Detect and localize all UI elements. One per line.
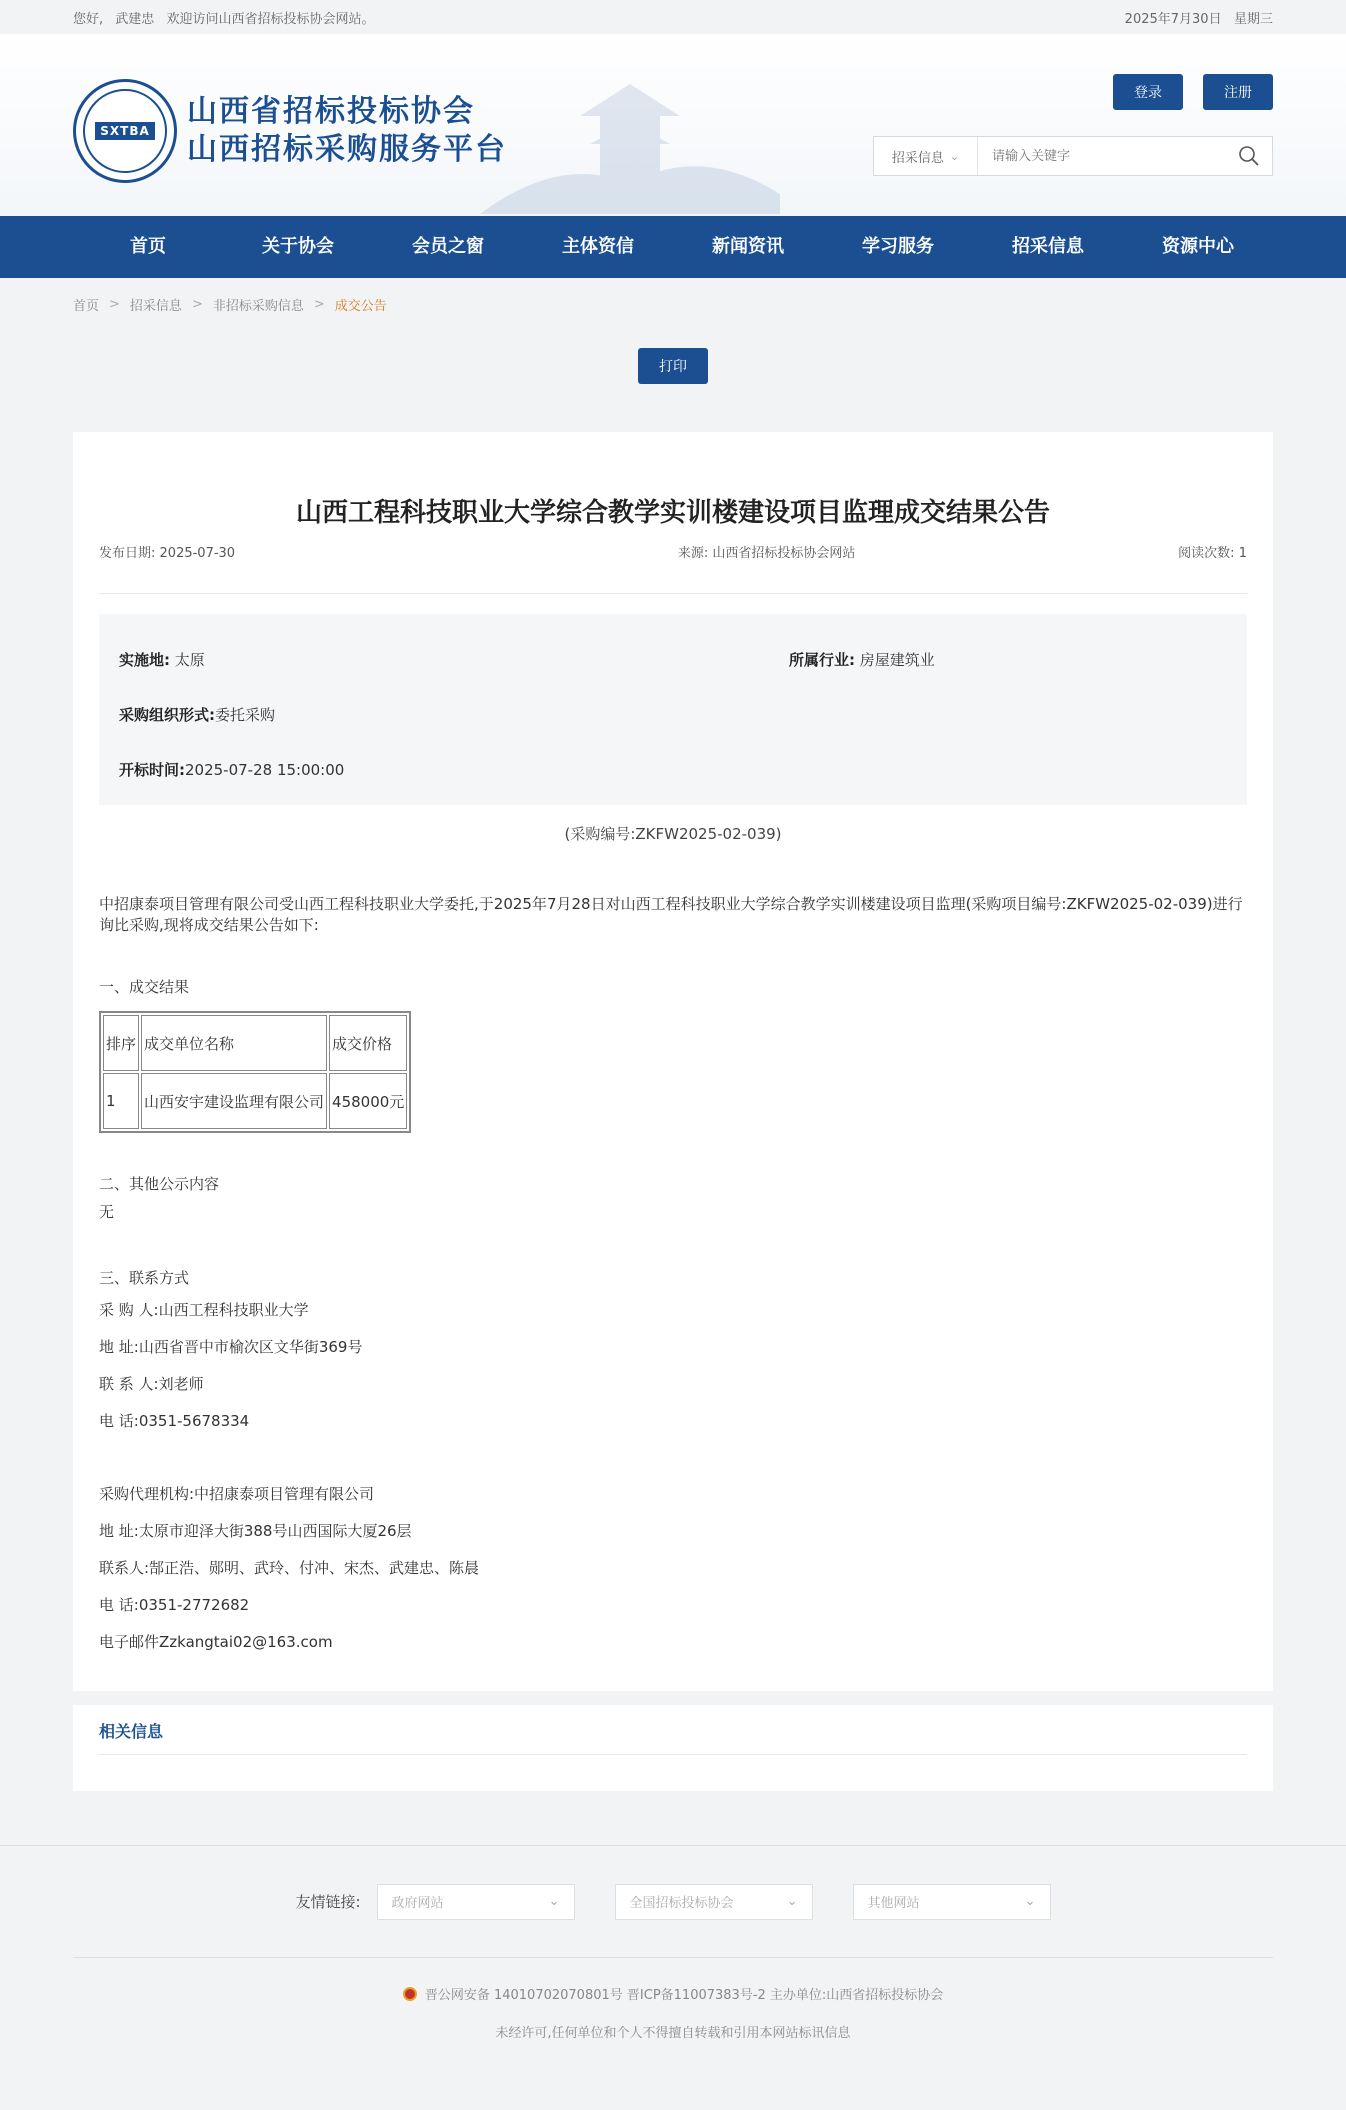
table-header-cell: 成交价格: [329, 1015, 407, 1071]
breadcrumb: [73, 278, 1273, 330]
table-row: [103, 1073, 407, 1129]
greeting-welcome: 欢迎访问山西省招标投标协会网站。: [166, 11, 375, 27]
login-button[interactable]: 登录: [1113, 74, 1183, 110]
chevron-down-icon: ⌄: [1024, 1894, 1036, 1909]
publish-date-value: 2025-07-30: [159, 546, 236, 561]
chevron-down-icon: ⌄: [548, 1894, 560, 1909]
section-result-heading: 一、成交结果: [99, 978, 190, 996]
buyer-phone: 电 话:0351-5678334: [99, 1412, 250, 1430]
section-other-body: 无: [99, 1203, 115, 1221]
view-count: [1178, 542, 1247, 561]
info-industry-label: 所属行业:: [789, 651, 855, 669]
procurement-number: (采购编号:ZKFW2025-02-039): [564, 825, 782, 843]
copyright-notice: 未经许可,任何单位和个人不得擅自转载和引用本网站标讯信息: [495, 2026, 851, 2041]
info-open-time-label: 开标时间:: [119, 761, 185, 779]
project-info-box: [99, 614, 1247, 805]
nav-item-news[interactable]: 新闻资讯: [712, 236, 784, 257]
record-text: 晋公网安备 14010702070801号 晋ICP备11007383号-2 主办单位:山西省招标投标协会: [424, 1988, 944, 2003]
agency-contact: [99, 1476, 1247, 1691]
breadcrumb-procurement[interactable]: 招采信息: [129, 298, 182, 314]
article-card: [73, 432, 1273, 1691]
nav-item-members[interactable]: 会员之窗: [412, 236, 484, 257]
buyer-contact: [99, 1292, 1247, 1440]
view-count-value: 1: [1238, 546, 1247, 561]
info-industry: [789, 649, 935, 670]
search-input[interactable]: [978, 137, 1226, 175]
article-intro: 中招康泰项目管理有限公司受山西工程科技职业大学委托,于2025年7月28日对山西工程科技职业大学综合教学实训楼建设项目监理(采购项目编号:ZKFW2025-02-039)进行询比采购,现将成交结果公告如下:: [99, 895, 1243, 934]
search-bar: [873, 136, 1273, 176]
table-cell: 458000元: [329, 1073, 407, 1129]
agency-phone: 电 话:0351-2772682: [99, 1596, 250, 1614]
register-button[interactable]: 注册: [1203, 74, 1273, 110]
association-links-label: 全国招标投标协会: [629, 1896, 734, 1911]
greeting: [73, 8, 382, 27]
greeting-user[interactable]: 武建忠: [115, 11, 155, 27]
chevron-right-icon: >: [313, 296, 325, 312]
info-open-time-value: 2025-07-28 15:00:00: [185, 760, 345, 779]
gov-links-label: 政府网站: [391, 1896, 444, 1911]
source-label: 来源:: [677, 546, 709, 561]
logo-abbr: SXTBA: [95, 122, 155, 140]
top-bar: [0, 0, 1346, 34]
agency-address: 地 址:太原市迎泽大街388号山西国际大厦26层: [99, 1522, 412, 1540]
search-category-select[interactable]: [874, 137, 978, 175]
nav-item-learning[interactable]: 学习服务: [862, 236, 934, 257]
chevron-right-icon: >: [109, 296, 120, 312]
association-links-select[interactable]: [615, 1884, 813, 1920]
table-header-cell: 成交单位名称: [141, 1015, 327, 1071]
weekday-text: 星期三: [1233, 11, 1273, 27]
info-org-value: 委托采购: [215, 706, 276, 724]
other-links-label: 其他网站: [867, 1896, 920, 1911]
result-table: [99, 1011, 411, 1133]
friend-links: [73, 1846, 1273, 1958]
table-cell: 山西安宇建设监理有限公司: [141, 1073, 327, 1129]
breadcrumb-home[interactable]: 首页: [73, 298, 100, 314]
other-links-select[interactable]: [853, 1884, 1051, 1920]
agency-email[interactable]: 电子邮件Zzkangtai02@163.com: [99, 1633, 333, 1651]
info-place-label: 实施地:: [119, 651, 170, 669]
chevron-down-icon: ⌄: [786, 1894, 798, 1909]
site-header: [0, 34, 1346, 216]
info-place-value: 太原: [174, 651, 205, 669]
info-org-label: 采购组织形式:: [119, 706, 215, 724]
table-header-cell: 排序: [103, 1015, 139, 1071]
section-contact-heading: 三、联系方式: [99, 1269, 190, 1287]
buyer-name: 采 购 人:山西工程科技职业大学: [99, 1301, 309, 1319]
nav-item-about[interactable]: 关于协会: [262, 236, 334, 257]
chevron-right-icon: >: [191, 296, 203, 312]
logo-title-line1: 山西省招标投标协会: [187, 94, 475, 129]
info-place: [119, 649, 789, 670]
table-cell: 1: [103, 1073, 139, 1129]
breadcrumb-non-tender[interactable]: 非招标采购信息: [212, 298, 304, 314]
search-category-label: 招采信息: [891, 150, 944, 166]
publish-date-label: 发布日期:: [99, 546, 156, 561]
buyer-contact-person: 联 系 人:刘老师: [99, 1375, 204, 1393]
print-button[interactable]: 打印: [638, 348, 708, 384]
publish-date: [99, 542, 235, 561]
police-badge-icon: [403, 1987, 417, 2001]
table-header-row: [103, 1015, 407, 1071]
record-line: [0, 1982, 1346, 2020]
search-icon[interactable]: [1226, 145, 1272, 167]
agency-contact-person: 联系人:郜正浩、郧明、武玲、付冲、宋杰、武建忠、陈晨: [99, 1559, 480, 1577]
related-info-title: 相关信息: [99, 1705, 1247, 1755]
gov-links-select[interactable]: [377, 1884, 575, 1920]
nav-item-credit[interactable]: 主体资信: [562, 236, 634, 257]
chevron-down-icon: ⌄: [949, 149, 960, 163]
article-source: [678, 542, 856, 561]
copyright-area: [0, 1958, 1346, 2058]
nav-item-home[interactable]: 首页: [130, 236, 166, 257]
article-title: 山西工程科技职业大学综合教学实训楼建设项目监理成交结果公告: [295, 498, 1050, 528]
view-count-label: 阅读次数:: [1178, 546, 1235, 561]
buyer-address: 地 址:山西省晋中市榆次区文华街369号: [99, 1338, 363, 1356]
main-nav: [0, 216, 1346, 278]
site-footer: [0, 1845, 1346, 2058]
nav-item-procurement[interactable]: 招采信息: [1012, 236, 1084, 257]
date-display: [1125, 8, 1273, 27]
nav-item-resources[interactable]: 资源中心: [1162, 236, 1234, 257]
auth-buttons: [1113, 74, 1273, 110]
breadcrumb-current[interactable]: 成交公告: [334, 298, 387, 314]
friend-links-label: 友情链接:: [295, 1893, 361, 1911]
source-value: 山西省招标投标协会网站: [712, 546, 856, 561]
related-info-panel: [73, 1705, 1273, 1791]
logo-title-line2: 山西招标采购服务平台: [187, 132, 507, 167]
logo-title: [187, 93, 507, 169]
greeting-hello: 您好,: [73, 11, 104, 27]
info-industry-value: 房屋建筑业: [859, 651, 935, 669]
site-logo[interactable]: [73, 79, 507, 183]
info-org: [119, 687, 1227, 742]
agency-name: 采购代理机构:中招康泰项目管理有限公司: [99, 1485, 375, 1503]
article-meta: [99, 542, 1247, 594]
logo-emblem-icon: [73, 79, 177, 183]
info-open-time: [119, 742, 1227, 797]
date-text: 2025年7月30日: [1124, 11, 1222, 27]
section-other-heading: 二、其他公示内容: [99, 1175, 220, 1193]
